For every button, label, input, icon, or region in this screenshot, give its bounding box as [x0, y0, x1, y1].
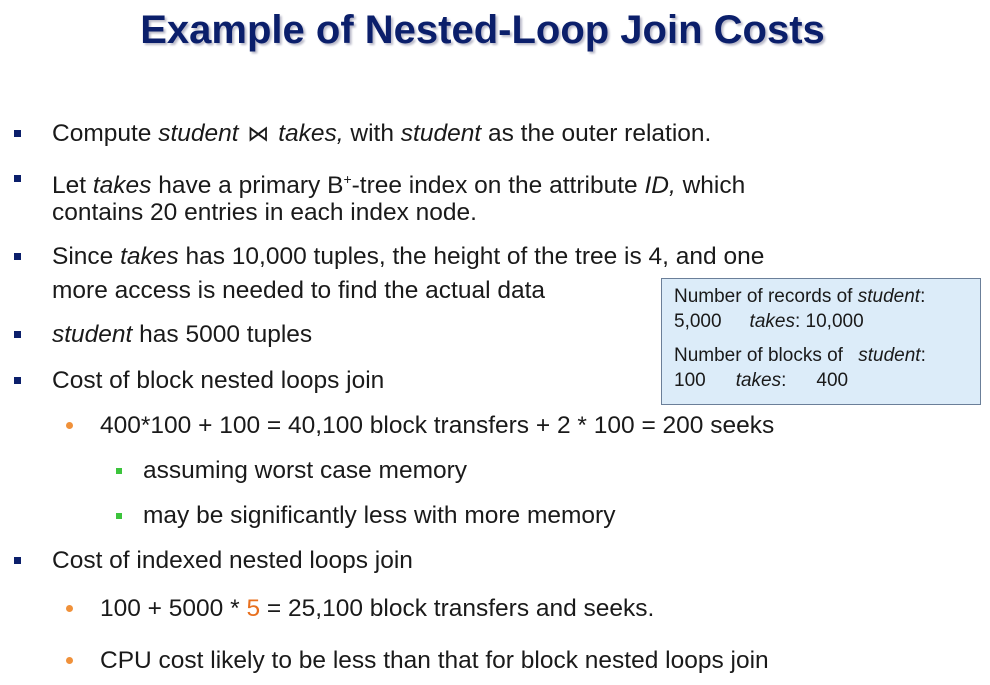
- sub-bullet-marker: [66, 422, 73, 429]
- text: Number of records of: [674, 286, 858, 307]
- sub-bullet-cpu-cost: CPU cost likely to be less than that for block nested loops join: [100, 647, 769, 674]
- bullet-indexed-nested-cost: Cost of indexed nested loops join: [52, 547, 413, 574]
- join-symbol: ⋈: [247, 121, 270, 146]
- bullet-marker: [14, 130, 21, 137]
- highlighted-value: 5: [246, 595, 261, 622]
- subsub-bullet-worst-case: assuming worst case memory: [143, 457, 468, 484]
- sub-bullet-marker: [66, 605, 73, 612]
- relation-name: takes: [120, 243, 179, 270]
- attribute-name: ID,: [644, 172, 676, 200]
- relation-name: student: [857, 286, 921, 307]
- text: have a primary B: [151, 172, 344, 200]
- blocks-label-row: [674, 344, 926, 368]
- relation-name: student: [52, 321, 133, 348]
- text: has 5000 tuples: [132, 321, 313, 348]
- text: :: [781, 370, 787, 391]
- sub-bullet-marker: [66, 657, 73, 664]
- records-label-row: [674, 285, 925, 309]
- bullet-marker: [14, 331, 21, 338]
- text: :: [920, 286, 926, 307]
- text: Let: [52, 172, 93, 200]
- text: 100 + 5000 *: [100, 595, 247, 622]
- relation-name: student: [158, 120, 239, 147]
- takes-records-value: : 10,000: [794, 311, 864, 332]
- bullet-tree-height-line2: more access is needed to find the actual data: [52, 277, 546, 304]
- bullet-marker: [14, 557, 21, 564]
- text: has 10,000 tuples, the height of the tree is 4, and one: [178, 243, 765, 270]
- bullet-marker: [14, 175, 21, 182]
- relation-name: student: [858, 345, 921, 366]
- slide-title: Example of Nested-Loop Join Costs: [140, 8, 825, 52]
- relation-name: takes: [749, 311, 795, 332]
- sub-bullet-indexed-transfers: [100, 592, 654, 626]
- text: Since: [52, 243, 121, 270]
- records-value-row: [674, 310, 864, 334]
- relation-name: takes: [92, 172, 152, 200]
- relation-name: takes,: [278, 120, 344, 147]
- superscript: +: [343, 171, 352, 187]
- relation-stats-box: [661, 278, 981, 405]
- student-blocks-value: 100: [674, 370, 706, 391]
- relation-name: student: [400, 120, 482, 147]
- text: as the outer relation.: [481, 120, 712, 147]
- subsub-bullet-marker: [116, 468, 122, 474]
- relation-name: takes: [735, 370, 782, 391]
- bullet-marker: [14, 253, 21, 260]
- takes-blocks-value: 400: [816, 370, 849, 391]
- bullet-compute-join: [52, 117, 711, 151]
- bullet-student-tuples: [52, 318, 312, 352]
- blocks-value-row: [674, 369, 848, 393]
- bullet-btree-index-line2: contains 20 entries in each index node.: [52, 199, 477, 226]
- subsub-bullet-marker: [116, 513, 122, 519]
- text: -tree index on the attribute: [351, 172, 645, 200]
- text: = 25,100 block transfers and seeks.: [260, 595, 655, 622]
- text: Compute: [52, 120, 159, 147]
- bullet-tree-height: [52, 240, 764, 274]
- bullet-block-nested-cost: Cost of block nested loops join: [52, 367, 385, 394]
- subsub-bullet-more-memory: may be significantly less with more memory: [143, 502, 616, 529]
- bullet-marker: [14, 377, 21, 384]
- text: :: [920, 345, 926, 366]
- text: which: [675, 172, 746, 200]
- sub-bullet-block-transfers: 400*100 + 100 = 40,100 block transfers + 2 * 100 = 200 seeks: [100, 412, 775, 439]
- student-records-value: 5,000: [674, 311, 722, 332]
- text: with: [343, 120, 401, 147]
- text: Number of blocks of: [674, 345, 849, 366]
